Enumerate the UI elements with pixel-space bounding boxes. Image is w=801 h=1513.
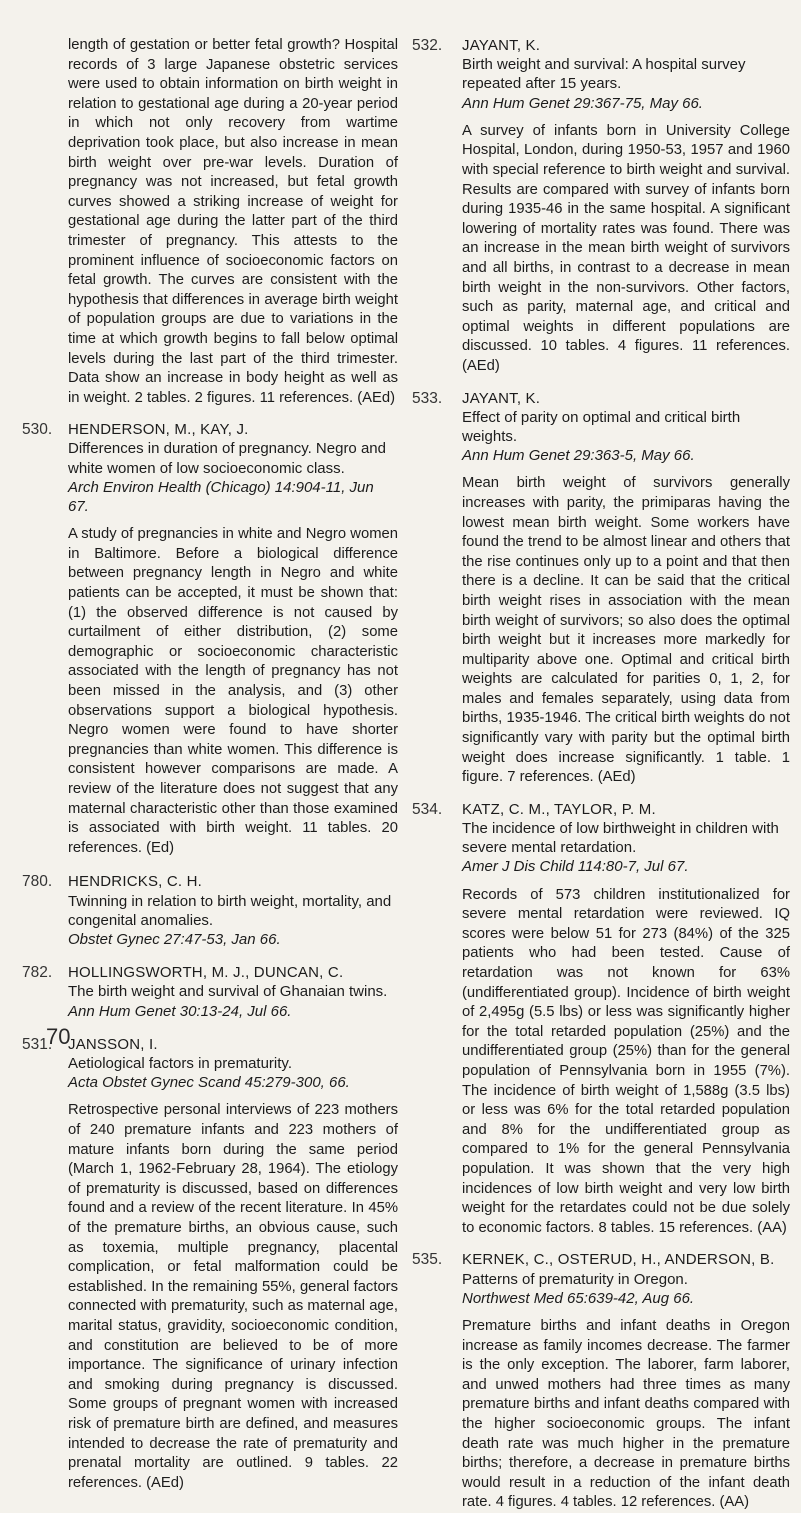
left-column-text	[22, 36, 398, 1493]
entry-abstract: Mean birth weight of survivors generally increases with parity, the primiparas having the lowest mean birth weight. Some workers have found the trend to be almost linear and others that the rise continues only up to a point and that then there is a decline. It can be said that the critical birth weight rises in association with the mean birth weight of survivors; so also does the optimal birth weight but it increases more markedly for multiparity above one. Optimal and critical birth weights are calculated for parities 0, 1, 2, for males and females separately, using data from births, 1935-1946. The critical birth weights do not significantly vary with parity but the optimal birth weight does increase significantly. 1 table. 1 figure. 7 references. (AEd)	[462, 475, 790, 786]
entry-journal: Ann Hum Genet 29:363-5, May 66.	[462, 447, 695, 465]
entry-title: The incidence of low birthweight in children with severe mental retardation.	[462, 820, 779, 857]
entry-abstract: A survey of infants born in University College Hospital, London, during 1950-53, 1957 and 1960 with special reference to birth weight and survival. Results are compared with survey of infants born during 1935-46 in the same hospital. A significant lowering of mortality rates was found. There was an increase in the mean birth weight of survivors and all births, in contrast to a decrease in mean birth weight in the non-survivors. Other factors, such as parity, maternal age, and critical and optimal weights in different populations are discussed. 10 tables. 4 figures. 11 references. (AEd)	[462, 122, 790, 374]
entry-number: 531.	[22, 1035, 53, 1053]
entry-number: 535.	[412, 1251, 443, 1269]
entry-author: HENDRICKS, C. H.	[68, 873, 203, 891]
entry-author: KERNEK, C., OSTERUD, H., ANDERSON, B.	[462, 1251, 775, 1269]
entry-journal: Obstet Gynec 27:47-53, Jan 66.	[68, 931, 281, 948]
entry-journal: Ann Hum Genet 29:367-75, May 66.	[462, 94, 703, 112]
entry-author: JANSSON, I.	[68, 1035, 158, 1053]
entry-title: Aetiological factors in prematurity.	[68, 1055, 292, 1073]
entry-title: Patterns of prematurity in Oregon.	[462, 1270, 688, 1288]
left-column	[22, 36, 398, 1493]
entry-title: Effect of parity on optimal and critical birth weights.	[462, 408, 741, 445]
entry-journal: Ann Hum Genet 30:13-24, Jul 66.	[68, 1002, 292, 1020]
entry-abstract: Premature births and infant deaths in Oregon increase as family incomes decrease. The farmer is the only exception. The laborer, farm laborer, and unwed mothers had three times as many premature births and infant deaths compared with the higher socioeconomic groups. The infant death rate was much higher in the premature births; therefore, a decrease in premature births would result in a reduction of the infant death rate. 4 figures. 4 tables. 12 references. (AA)	[462, 1317, 790, 1511]
entry-abstract: Records of 573 children institutionalized for severe mental retardation were reviewed. IQ scores were below 51 for 273 (84%) of the 325 patients who had been tested. Cause of retardation was not known for 63% (undifferentiated group). Incidence of birth weight of 2,495g (5.5 lbs) or less was significantly higher for the total retarded population (25%) and the undifferentiated group (25%) than for the general population of Pennsylvania born in 1955 (7%). The incidence of birth weight of 1,588g (3.5 lbs) or less was 6% for the total retarded population and 8% for the undifferentiated group as compared to 1% for the general Pennsylvania population. It was shown that the very high incidences of low birth weight and very low birth weight for the retardates could not be due solely to economic factors. 8 tables. 15 references. (AA)	[462, 886, 790, 1236]
entry-abstract: A study of pregnancies in white and Negro women in Baltimore. Before a biological difference between pregnancy length in Negro and white patients can be accepted, it must be shown that: (1) the observed difference is not caused by curtailment of either distribution, (2) some demographic or socioeconomic characteristic associated with the length of pregnancy has not been missed in the analysis, and (3) other observations support a biological hypothesis. Negro women were found to have shorter pregnancies than white women. This difference is consistent however comparisons are made. A review of the literature does not suggest that any maternal characteristic other than those examined is associated with birth weight. 11 tables. 20 references. (Ed)	[68, 526, 398, 856]
entry-number: 533.	[412, 389, 443, 407]
entry-author: HENDERSON, M., KAY, J.	[68, 421, 249, 439]
entry-530	[22, 420, 398, 858]
entry-number: 782.	[22, 964, 53, 982]
entry-author: JAYANT, K.	[462, 37, 541, 54]
entry-journal: Northwest Med 65:639-42, Aug 66.	[462, 1289, 695, 1307]
entry-title: Birth weight and survival: A hospital survey repeated after 15 years.	[462, 56, 746, 93]
entry-title: The birth weight and survival of Ghanaian twins.	[68, 983, 388, 1001]
entry-535	[412, 1250, 790, 1513]
entry-782	[22, 963, 398, 1021]
entry-journal: Arch Environ Health (Chicago) 14:904-11, Jun 67.	[68, 478, 374, 516]
entry-title: Differences in duration of pregnancy. Negro and white women of low socioeconomic class.	[68, 440, 386, 477]
entry-number: 532.	[412, 37, 443, 54]
entry-journal: Acta Obstet Gynec Scand 45:279-300, 66.	[68, 1074, 350, 1092]
entry-780	[22, 872, 398, 949]
page-number: 70	[46, 1024, 71, 1049]
right-column-text	[412, 36, 790, 1513]
entry-author: KATZ, C. M., TAYLOR, P. M.	[462, 800, 656, 818]
entry-number: 780.	[22, 873, 53, 891]
right-column	[412, 36, 790, 1513]
entry-533	[412, 389, 790, 788]
entry-number: 530.	[22, 421, 53, 439]
entry-title: Twinning in relation to birth weight, mortality, and congenital anomalies.	[68, 892, 392, 929]
entry-abstract: Retrospective personal interviews of 223 mothers of 240 premature infants and 223 mothers of mature infants born during the same period (March 1, 1962-February 28, 1964). The etiology of prematurity is discussed, based on differences found and a review of the recent literature. In 45% of the premature births, an obvious cause, such as toxemia, multiple pregnancy, placental complication, or fetal malformation could be established. In the remaining 55%, general factors connected with prematurity, such as maternal age, marital status, gravidity, socioeconomic condition, and constitution are believed to be of more importance. The significance of urinary infection and smoking during pregnancy is discussed. Some groups of pregnant women with increased risk of premature birth are defined, and measures intended to decrease the rate of prematurity and prenatal mortality are outlined. 9 tables. 22 references. (AEd)	[68, 1102, 398, 1491]
entry-number: 534.	[412, 800, 443, 818]
entry-author: HOLLINGSWORTH, M. J., DUNCAN, C.	[68, 964, 344, 982]
entry-author: JAYANT, K.	[462, 389, 541, 407]
entry-534	[412, 800, 790, 1239]
continued-abstract: length of gestation or better fetal growth? Hospital records of 3 large Japanese obstetric services were used to obtain information on birth weight in relation to gestational age during a 20-year period in which not only recovery from wartime deprivation took place, but also increase in mean birth weight over pre-war levels. Duration of pregnancy was not increased, but fetal growth curves showed a striking increase of weight for gestational age during the latter part of the third trimester of pregnancy. This attests to the prominent influence of socioeconomic factors on fetal growth. The curves are consistent with the hypothesis that differences in average birth weight of population groups are due to variations in the time at which growth begins to fall below optimal levels during the last part of the third trimester. Data show an increase in body height as well as in weight. 2 tables. 2 figures. 11 references. (AEd)	[68, 37, 398, 406]
entry-journal: Amer J Dis Child 114:80-7, Jul 67.	[462, 858, 689, 876]
entry-532	[412, 36, 790, 377]
